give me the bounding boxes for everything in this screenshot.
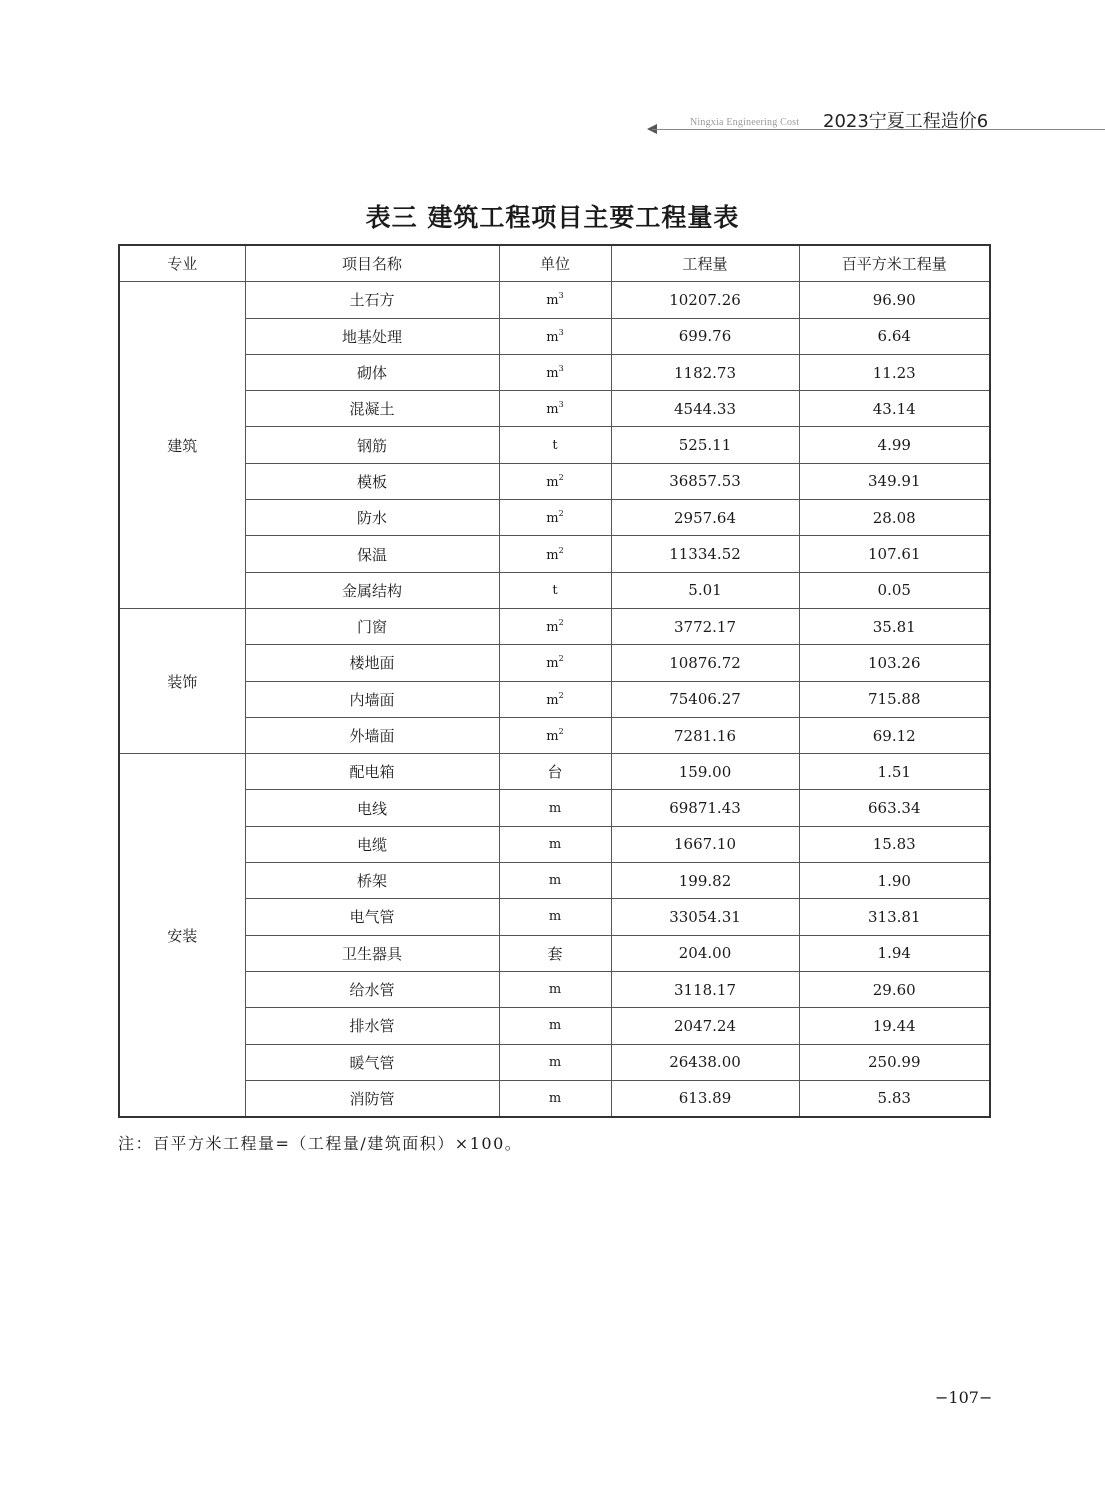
discipline-cell: 安装 [119, 754, 245, 1117]
per100-cell: 43.14 [799, 391, 990, 427]
unit-symbol: 套 [547, 944, 563, 963]
table-body [119, 282, 990, 1117]
unit-exponent: 3 [558, 364, 564, 374]
per100-cell: 1.51 [799, 754, 990, 790]
per100-cell: 0.05 [799, 572, 990, 608]
item-name-cell: 模板 [245, 463, 499, 499]
unit-exponent: 2 [558, 472, 564, 482]
unit-exponent: 2 [558, 654, 564, 664]
table-row [119, 899, 990, 935]
per100-cell: 29.60 [799, 971, 990, 1007]
item-name-cell: 砌体 [245, 354, 499, 390]
unit-symbol: m [548, 800, 562, 816]
unit-cell [499, 935, 611, 971]
col-header-discipline: 专业 [119, 245, 245, 282]
unit-cell [499, 754, 611, 790]
per100-cell: 4.99 [799, 427, 990, 463]
quantity-cell: 11334.52 [611, 536, 799, 572]
unit-cell [499, 391, 611, 427]
quantity-cell: 1182.73 [611, 354, 799, 390]
item-name-cell: 电缆 [245, 826, 499, 862]
unit-cell [499, 1044, 611, 1080]
table-row [119, 971, 990, 1007]
quantity-cell: 7281.16 [611, 717, 799, 753]
unit-cell [499, 790, 611, 826]
table-row [119, 391, 990, 427]
quantity-cell: 204.00 [611, 935, 799, 971]
unit-cell [499, 463, 611, 499]
unit-symbol: t [552, 437, 558, 453]
unit-exponent: 3 [558, 291, 564, 301]
table-row [119, 754, 990, 790]
discipline-cell: 装饰 [119, 608, 245, 753]
table-row [119, 790, 990, 826]
unit-symbol: m [548, 1090, 562, 1106]
item-name-cell: 消防管 [245, 1080, 499, 1117]
unit-cell [499, 1080, 611, 1117]
quantity-cell: 69871.43 [611, 790, 799, 826]
unit-exponent: 2 [558, 545, 564, 555]
unit-symbol: m [548, 873, 562, 889]
unit-symbol: m [546, 511, 559, 527]
table-row [119, 318, 990, 354]
quantity-cell: 3118.17 [611, 971, 799, 1007]
unit-cell [499, 318, 611, 354]
quantity-cell: 33054.31 [611, 899, 799, 935]
quantity-cell: 159.00 [611, 754, 799, 790]
table-row [119, 608, 990, 644]
running-header [0, 106, 1105, 136]
unit-cell [499, 536, 611, 572]
per100-cell: 103.26 [799, 645, 990, 681]
journal-name-cn: 2023宁夏工程造价6 [823, 111, 989, 132]
quantity-cell: 1667.10 [611, 826, 799, 862]
unit-symbol: t [552, 582, 558, 598]
table-header-row [119, 245, 990, 282]
table-row [119, 863, 990, 899]
item-name-cell: 电线 [245, 790, 499, 826]
table-row [119, 1080, 990, 1117]
per100-cell: 19.44 [799, 1008, 990, 1044]
unit-cell [499, 681, 611, 717]
per100-cell: 6.64 [799, 318, 990, 354]
unit-cell [499, 1008, 611, 1044]
quantity-cell: 3772.17 [611, 608, 799, 644]
col-header-unit: 单位 [499, 245, 611, 282]
quantity-cell: 4544.33 [611, 391, 799, 427]
unit-symbol: m [548, 1054, 562, 1070]
unit-cell [499, 899, 611, 935]
item-name-cell: 外墙面 [245, 717, 499, 753]
table-row [119, 354, 990, 390]
unit-symbol: m [548, 1018, 562, 1034]
unit-symbol: m [548, 982, 562, 998]
page-number: −107− [935, 1388, 993, 1407]
unit-exponent: 2 [558, 618, 564, 628]
unit-symbol: m [548, 836, 562, 852]
unit-symbol: m [546, 402, 559, 418]
quantity-cell: 10876.72 [611, 645, 799, 681]
unit-cell [499, 427, 611, 463]
table-row [119, 282, 990, 318]
table-row [119, 681, 990, 717]
table-row [119, 463, 990, 499]
col-header-quantity: 工程量 [611, 245, 799, 282]
table-row [119, 500, 990, 536]
table-row [119, 572, 990, 608]
unit-symbol: m [546, 692, 559, 708]
item-name-cell: 楼地面 [245, 645, 499, 681]
quantity-cell: 199.82 [611, 863, 799, 899]
unit-exponent: 2 [558, 509, 564, 519]
unit-symbol: 台 [547, 763, 563, 782]
per100-cell: 1.90 [799, 863, 990, 899]
table-row [119, 645, 990, 681]
unit-symbol: m [546, 366, 559, 382]
per100-cell: 349.91 [799, 463, 990, 499]
quantity-cell: 613.89 [611, 1080, 799, 1117]
unit-cell [499, 971, 611, 1007]
per100-cell: 5.83 [799, 1080, 990, 1117]
per100-cell: 663.34 [799, 790, 990, 826]
unit-cell [499, 645, 611, 681]
unit-cell [499, 608, 611, 644]
per100-cell: 250.99 [799, 1044, 990, 1080]
item-name-cell: 暖气管 [245, 1044, 499, 1080]
table-row [119, 427, 990, 463]
per100-cell: 313.81 [799, 899, 990, 935]
item-name-cell: 卫生器具 [245, 935, 499, 971]
item-name-cell: 内墙面 [245, 681, 499, 717]
per100-cell: 28.08 [799, 500, 990, 536]
quantity-cell: 10207.26 [611, 282, 799, 318]
quantity-table [118, 244, 991, 1118]
unit-cell [499, 354, 611, 390]
col-header-item: 项目名称 [245, 245, 499, 282]
quantity-cell: 26438.00 [611, 1044, 799, 1080]
per100-cell: 96.90 [799, 282, 990, 318]
journal-name-en: Ningxia Engineering Cost [690, 117, 800, 128]
item-name-cell: 金属结构 [245, 572, 499, 608]
item-name-cell: 混凝土 [245, 391, 499, 427]
quantity-cell: 525.11 [611, 427, 799, 463]
item-name-cell: 给水管 [245, 971, 499, 1007]
unit-symbol: m [546, 729, 559, 744]
quantity-cell: 36857.53 [611, 463, 799, 499]
table-note: 注：百平方米工程量=（工程量/建筑面积）×100。 [118, 1134, 523, 1153]
unit-symbol: m [546, 329, 559, 345]
table-row [119, 826, 990, 862]
quantity-cell: 75406.27 [611, 681, 799, 717]
unit-symbol: m [546, 656, 559, 672]
unit-exponent: 2 [558, 727, 564, 736]
table-row [119, 935, 990, 971]
item-name-cell: 土石方 [245, 282, 499, 318]
col-header-per100: 百平方米工程量 [799, 245, 990, 282]
table-row [119, 1044, 990, 1080]
unit-cell [499, 500, 611, 536]
unit-symbol: m [546, 620, 559, 636]
item-name-cell: 电气管 [245, 899, 499, 935]
item-name-cell: 配电箱 [245, 754, 499, 790]
per100-cell: 715.88 [799, 681, 990, 717]
per100-cell: 35.81 [799, 608, 990, 644]
table-title: 表三 建筑工程项目主要工程量表 [365, 203, 740, 232]
per100-cell: 15.83 [799, 826, 990, 862]
item-name-cell: 门窗 [245, 608, 499, 644]
unit-cell [499, 863, 611, 899]
unit-cell [499, 826, 611, 862]
table-row [119, 1008, 990, 1044]
item-name-cell: 排水管 [245, 1008, 499, 1044]
quantity-cell: 2047.24 [611, 1008, 799, 1044]
per100-cell: 69.12 [799, 717, 990, 753]
unit-exponent: 2 [558, 690, 564, 700]
unit-exponent: 3 [558, 327, 564, 337]
table-row [119, 717, 990, 753]
unit-symbol: m [546, 293, 559, 309]
discipline-cell: 建筑 [119, 282, 245, 609]
unit-cell [499, 572, 611, 608]
quantity-cell: 2957.64 [611, 500, 799, 536]
item-name-cell: 地基处理 [245, 318, 499, 354]
quantity-cell: 5.01 [611, 572, 799, 608]
unit-symbol: m [546, 547, 559, 563]
unit-cell [499, 717, 611, 753]
table-row [119, 536, 990, 572]
item-name-cell: 保温 [245, 536, 499, 572]
item-name-cell: 钢筋 [245, 427, 499, 463]
unit-symbol: m [548, 909, 562, 925]
unit-cell [499, 282, 611, 318]
unit-symbol: m [546, 474, 559, 490]
quantity-cell: 699.76 [611, 318, 799, 354]
unit-exponent: 3 [558, 400, 564, 410]
item-name-cell: 防水 [245, 500, 499, 536]
per100-cell: 11.23 [799, 354, 990, 390]
per100-cell: 1.94 [799, 935, 990, 971]
per100-cell: 107.61 [799, 536, 990, 572]
item-name-cell: 桥架 [245, 863, 499, 899]
